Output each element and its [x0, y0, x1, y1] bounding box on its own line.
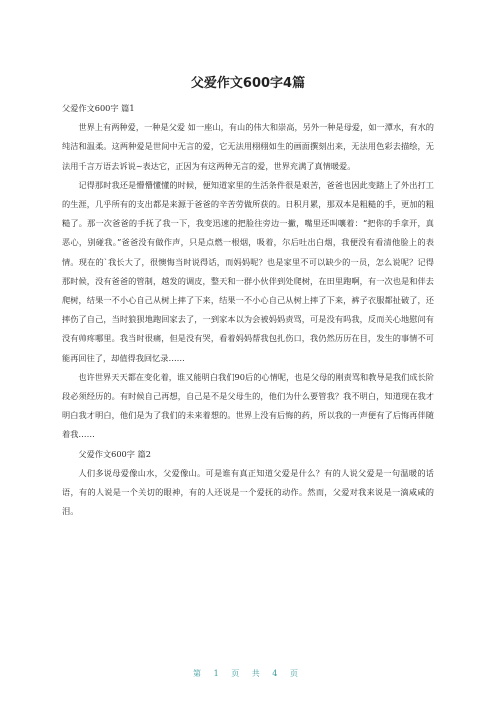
paragraph: 世界上有两种爱，一种是父爱 如一座山，有山的伟大和崇高，另外一种是母爱，如一潭水，有水的纯洁和温柔。这两种爱是世间中无言的爱，它无法用栩栩如生的画面撰刻出来，无法用色彩去描绘，无法用千言万语去诉说~表达它，正因为有这两种无言的爱，世界充满了真情暖爱。	[62, 122, 434, 171]
paragraph: 也许世界天天都在变化着，谁又能明白我们90后的心情呢，也是父母的刚责骂和教导是我们成长阶段必须经历的。有时候自己再想，自己是不是父母生的，他们为什么要管我？我不明白，知道现在我才明白我才明白，他们是为了我们的未来着想的。世界上没有后悔的药，所以我的一声便有了后悔再伴随着我……	[62, 371, 434, 440]
paragraph: 人们多说母爱像山水，父爱像山。可是谁有真正知道父爱是什么？有的人说父爱是一句温暖的话语，有的人说是一个关切的眼神，有的人还说是一个爱抚的动作。然而，父爱对我来说是一滴咸咸的泪。	[62, 467, 434, 517]
paragraph: 记得那时我还是懵懵懂懂的时候，便知道家里的生活条件很是艰苦，爸爸也因此变踏上了外出打工的生涯，几乎所有的支出都是来源于爸爸的辛苦劳做所获的。日积月累，那双本是粗糙的手，更加的粗糙了。那一次爸爸的手抚了我一下，我变迅速的把脸往旁边一撇，嘴里还叫嚷着：“把你的手拿开，真恶心，别碰我。”爸爸没有做作声，只是点燃一根烟，吸着，尔后吐出白烟，我便没有看清他脸上的表情。现在的`我长大了，很懊悔当时说得话，而妈妈呢？也是家里不可以缺少的一员，怎么说呢？记得那时候，没有爸爸的管制，越发的调皮，整天和一群小伙伴到处爬树，在田里跑啊，有一次也是和伴去爬树，结果一不小心自己从树上摔了下来，结果一不小心自己从树上摔了下来，裤子衣服都扯破了，还摔伤了自己，当时狼狈地跑回家去了，一到家本以为会被妈妈责骂，可是没有吗我，反而关心地慰问有没有帅疼哪里。我当时很痛，但是没有哭，看着妈妈帮我包扎伤口，我仍然历历在目，发生的事情不可能再回往了，却值得我回忆录……	[62, 179, 434, 363]
section-1	[62, 99, 434, 445]
section-2	[62, 445, 434, 522]
section-heading: 父爱作文600字 篇1	[62, 103, 135, 113]
page-footer: 第 1 页 共 4 页	[193, 669, 303, 678]
section-heading: 父爱作文600字 篇2	[78, 448, 151, 459]
document-body	[62, 99, 434, 521]
document-title: 父爱作文600字4篇	[190, 76, 306, 91]
